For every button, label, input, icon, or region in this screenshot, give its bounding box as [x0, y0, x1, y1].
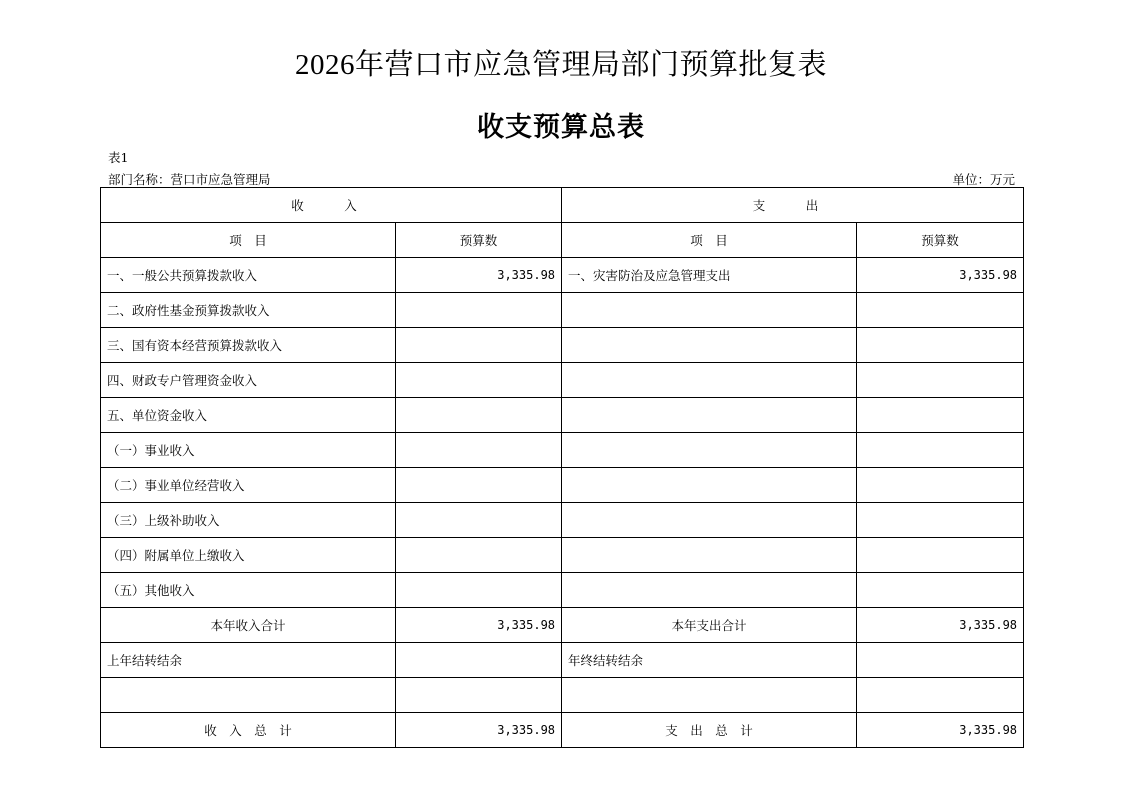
expense-item-cell — [562, 398, 857, 433]
table-row — [101, 573, 1024, 608]
blank-cell — [101, 678, 396, 713]
income-grand-total-label: 收 入 总 计 — [101, 713, 396, 748]
expense-item-column-header: 项 目 — [562, 223, 857, 258]
table-row — [101, 503, 1024, 538]
income-value-cell — [396, 538, 562, 573]
income-item-cell: （五）其他收入 — [101, 573, 396, 608]
income-value-cell — [396, 468, 562, 503]
expense-budget-column-header: 预算数 — [857, 223, 1024, 258]
expense-item-cell — [562, 363, 857, 398]
table-row — [101, 363, 1024, 398]
income-item-cell: 四、财政专户管理资金收入 — [101, 363, 396, 398]
carryover-row — [101, 643, 1024, 678]
income-item-cell: （三）上级补助收入 — [101, 503, 396, 538]
table-row — [101, 328, 1024, 363]
table-title: 收支预算总表 — [477, 112, 645, 143]
expense-item-cell — [562, 503, 857, 538]
table-row — [101, 398, 1024, 433]
budget-summary-table — [100, 187, 1024, 748]
income-value-cell — [396, 293, 562, 328]
expense-grand-total-value: 3,335.98 — [857, 713, 1024, 748]
income-budget-column-header: 预算数 — [396, 223, 562, 258]
prior-year-carryover-label: 上年结转结余 — [101, 643, 396, 678]
year-income-total-label: 本年收入合计 — [101, 608, 396, 643]
blank-cell — [396, 678, 562, 713]
year-income-total-value: 3,335.98 — [396, 608, 562, 643]
expense-grand-total-label: 支 出 总 计 — [562, 713, 857, 748]
table-row — [101, 433, 1024, 468]
expense-value-cell — [857, 468, 1024, 503]
unit-label: 单位：万元 — [952, 172, 1015, 187]
income-item-cell: 五、单位资金收入 — [101, 398, 396, 433]
prior-year-carryover-value — [396, 643, 562, 678]
expense-value-cell — [857, 293, 1024, 328]
blank-cell — [857, 678, 1024, 713]
table-row — [101, 293, 1024, 328]
income-value-cell — [396, 328, 562, 363]
year-end-carryover-label: 年终结转结余 — [562, 643, 857, 678]
expense-value-cell — [857, 328, 1024, 363]
year-expense-total-label: 本年支出合计 — [562, 608, 857, 643]
year-expense-total-value: 3,335.98 — [857, 608, 1024, 643]
expense-value-cell — [857, 503, 1024, 538]
expense-value-cell — [857, 573, 1024, 608]
blank-row — [101, 678, 1024, 713]
income-value-cell — [396, 433, 562, 468]
expense-item-cell — [562, 433, 857, 468]
table-row — [101, 258, 1024, 293]
income-item-column-header: 项 目 — [101, 223, 396, 258]
section-header-row — [101, 188, 1024, 223]
blank-cell — [562, 678, 857, 713]
department-name: 部门名称：营口市应急管理局 — [108, 172, 271, 187]
income-item-cell: （一）事业收入 — [101, 433, 396, 468]
column-header-row — [101, 223, 1024, 258]
expense-item-cell — [562, 573, 857, 608]
document-title: 2026年营口市应急管理局部门预算批复表 — [294, 49, 827, 81]
expense-value-cell — [857, 538, 1024, 573]
expense-item-cell — [562, 293, 857, 328]
table-number: 表1 — [108, 150, 129, 165]
expense-value-cell — [857, 433, 1024, 468]
income-value-cell — [396, 398, 562, 433]
grand-total-row — [101, 713, 1024, 748]
table-row — [101, 538, 1024, 573]
expense-item-cell — [562, 468, 857, 503]
income-item-cell: （四）附属单位上缴收入 — [101, 538, 396, 573]
income-grand-total-value: 3,335.98 — [396, 713, 562, 748]
expense-value-cell — [857, 363, 1024, 398]
income-value-cell: 3,335.98 — [396, 258, 562, 293]
year-end-carryover-value — [857, 643, 1024, 678]
expense-section-header: 支 出 — [562, 188, 1024, 223]
income-item-cell: （二）事业单位经营收入 — [101, 468, 396, 503]
income-item-cell: 二、政府性基金预算拨款收入 — [101, 293, 396, 328]
expense-value-cell — [857, 398, 1024, 433]
expense-item-cell — [562, 328, 857, 363]
year-total-row — [101, 608, 1024, 643]
income-item-cell: 一、一般公共预算拨款收入 — [101, 258, 396, 293]
expense-item-cell — [562, 538, 857, 573]
income-value-cell — [396, 503, 562, 538]
income-section-header: 收 入 — [101, 188, 562, 223]
income-item-cell: 三、国有资本经营预算拨款收入 — [101, 328, 396, 363]
table-row — [101, 468, 1024, 503]
income-value-cell — [396, 363, 562, 398]
income-value-cell — [396, 573, 562, 608]
expense-item-cell: 一、灾害防治及应急管理支出 — [562, 258, 857, 293]
expense-value-cell: 3,335.98 — [857, 258, 1024, 293]
